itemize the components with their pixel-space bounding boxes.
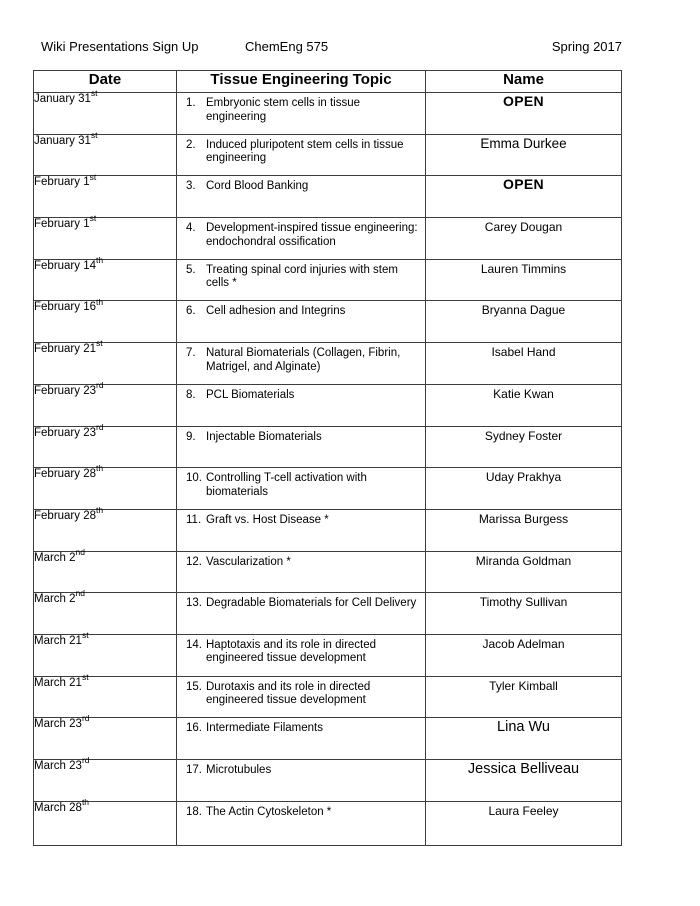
- topic-text: Injectable Biomaterials: [206, 430, 322, 443]
- topic-cell: [177, 634, 426, 676]
- date-cell: [34, 379, 177, 426]
- topic-text: Graft vs. Host Disease *: [206, 513, 329, 526]
- presenter-name: Marissa Burgess: [478, 511, 569, 526]
- table-row: [34, 301, 622, 343]
- topic-cell: [177, 760, 426, 802]
- topic-cell: [177, 718, 426, 760]
- table-row: [34, 676, 622, 718]
- date-ordinal: st: [81, 630, 89, 641]
- topic-text: Microtubules: [206, 764, 272, 776]
- name-cell: [426, 801, 622, 845]
- topic-cell: [177, 259, 426, 301]
- date-text: March 21: [34, 676, 82, 689]
- date-ordinal: st: [81, 671, 89, 682]
- date-text: February 28: [34, 509, 97, 522]
- presenter-name: Laura Feeley: [488, 803, 559, 818]
- date-cell: [34, 505, 177, 551]
- date-cell: [34, 88, 177, 135]
- date-ordinal: rd: [96, 421, 104, 432]
- presenter-name: Timothy Sullivan: [479, 595, 568, 610]
- topic-number: 17.: [186, 764, 202, 776]
- date-text: February 1: [34, 176, 90, 189]
- name-cell: [426, 426, 622, 468]
- topic-text: Cell adhesion and Integrins: [206, 305, 346, 318]
- date-text: February 16: [34, 301, 97, 314]
- table-row: [34, 134, 622, 176]
- date-text: February 14: [34, 259, 97, 272]
- presenter-name: Sydney Foster: [484, 428, 563, 443]
- topic-cell: [177, 676, 426, 718]
- date-ordinal: rd: [81, 755, 90, 766]
- date-text: January 31: [34, 93, 91, 105]
- topic-text: Durotaxis and its role in directed engineered tissue development: [206, 680, 371, 707]
- name-cell: [426, 301, 622, 343]
- date-text: March 23: [34, 718, 82, 731]
- date-ordinal: th: [96, 505, 104, 516]
- topic-text: Intermediate Filaments: [206, 722, 323, 735]
- date-ordinal: th: [96, 463, 104, 474]
- date-cell: [34, 755, 177, 802]
- topic-number: 10.: [186, 472, 202, 485]
- table-row: [34, 801, 622, 845]
- date-ordinal: nd: [75, 546, 86, 557]
- topic-text: Treating spinal cord injuries with stem cells *: [206, 263, 398, 290]
- topic-text: Degradable Biomaterials for Cell Delivery: [206, 597, 417, 610]
- name-cell: [426, 176, 622, 218]
- doc-term: Spring 2017: [551, 39, 622, 54]
- topic-number: 1.: [186, 97, 196, 109]
- date-text: March 23: [34, 760, 82, 772]
- date-cell: [34, 630, 177, 676]
- date-cell: [34, 463, 177, 510]
- date-ordinal: th: [96, 254, 104, 265]
- name-cell: [426, 551, 622, 593]
- date-text: February 23: [34, 426, 97, 439]
- topic-cell: [177, 343, 426, 385]
- table-row: [34, 384, 622, 426]
- date-cell: [34, 421, 177, 468]
- name-cell: [426, 93, 622, 135]
- date-ordinal: st: [89, 171, 97, 182]
- table-row: [34, 634, 622, 676]
- name-cell: [426, 384, 622, 426]
- table-row: [34, 551, 622, 593]
- table-row: [34, 593, 622, 635]
- table-row: [34, 426, 622, 468]
- date-text: March 28: [34, 801, 82, 814]
- topic-cell: [177, 551, 426, 593]
- topic-number: 14.: [186, 638, 202, 651]
- presenter-name: Tyler Kimball: [489, 678, 558, 693]
- name-cell: [426, 134, 622, 176]
- date-cell: [34, 129, 177, 176]
- col-header-topic: Tissue Engineering Topic: [177, 71, 426, 93]
- date-text: March 2: [34, 593, 76, 606]
- table-row: [34, 718, 622, 760]
- topic-cell: [177, 134, 426, 176]
- topic-cell: [177, 301, 426, 343]
- topic-number: 13.: [186, 597, 202, 610]
- presenter-name: Emma Durkee: [480, 135, 567, 151]
- col-header-date: Date: [34, 71, 177, 93]
- date-text: March 2: [34, 551, 76, 564]
- date-text: February 21: [34, 343, 97, 356]
- name-cell: [426, 676, 622, 718]
- topic-text: Natural Biomaterials (Collagen, Fibrin, Matrigel, and Alginate): [206, 347, 401, 373]
- topic-text: Cord Blood Banking: [206, 180, 309, 193]
- date-text: February 28: [34, 468, 97, 481]
- date-ordinal: st: [89, 213, 97, 224]
- col-header-name: Name: [426, 71, 622, 93]
- table-row: [34, 218, 622, 260]
- date-ordinal: th: [96, 296, 104, 307]
- signup-table: [33, 70, 622, 846]
- topic-cell: [177, 468, 426, 510]
- topic-number: 11.: [186, 513, 202, 526]
- topic-number: 15.: [186, 680, 202, 693]
- topic-cell: [177, 176, 426, 218]
- topic-text: The Actin Cytoskeleton *: [206, 805, 332, 818]
- topic-cell: [177, 218, 426, 260]
- presenter-name: Miranda Goldman: [475, 553, 572, 568]
- presenter-name: Carey Dougan: [484, 220, 563, 235]
- topic-number: 9.: [186, 430, 196, 443]
- date-cell: [34, 213, 177, 260]
- topic-text: Haptotaxis and its role in directed engineered tissue development: [206, 638, 377, 665]
- date-ordinal: rd: [96, 379, 104, 390]
- doc-course: ChemEng 575: [245, 39, 329, 54]
- topic-text: Controlling T-cell activation with biomaterials: [206, 472, 367, 498]
- name-cell: [426, 218, 622, 260]
- topic-cell: [177, 593, 426, 635]
- topic-text: PCL Biomaterials: [206, 388, 295, 401]
- date-cell: [34, 171, 177, 218]
- name-cell: [426, 760, 622, 802]
- doc-title: Wiki Presentations Sign Up: [41, 39, 199, 54]
- date-ordinal: th: [81, 796, 90, 807]
- date-cell: [34, 254, 177, 301]
- topic-number: 7.: [186, 347, 196, 360]
- presenter-name: Jacob Adelman: [482, 636, 565, 651]
- date-ordinal: st: [96, 338, 103, 349]
- topic-number: 18.: [186, 805, 202, 818]
- table-row: [34, 343, 622, 385]
- table-row: [34, 509, 622, 551]
- date-cell: [34, 588, 177, 635]
- name-cell: [426, 343, 622, 385]
- date-cell: [34, 713, 177, 760]
- topic-number: 12.: [186, 555, 202, 568]
- table-row: [34, 93, 622, 135]
- presenter-name: Isabel Hand: [491, 345, 556, 360]
- presenter-name: Lina Wu: [497, 719, 550, 736]
- date-cell: [34, 671, 177, 718]
- topic-text: Development-inspired tissue engineering: endochondral ossification: [206, 222, 418, 248]
- presenter-name: Lauren Timmins: [480, 261, 567, 276]
- document-header: [0, 40, 700, 56]
- topic-number: 16.: [186, 722, 202, 735]
- topic-cell: [177, 426, 426, 468]
- topic-cell: [177, 93, 426, 135]
- presenter-name: OPEN: [503, 176, 544, 193]
- topic-number: 3.: [186, 180, 196, 193]
- topic-cell: [177, 509, 426, 551]
- presenter-name: OPEN: [503, 93, 544, 109]
- date-cell: [34, 796, 177, 845]
- topic-number: 8.: [186, 388, 196, 401]
- name-cell: [426, 593, 622, 635]
- date-cell: [34, 296, 177, 343]
- name-cell: [426, 634, 622, 676]
- topic-number: 6.: [186, 305, 196, 318]
- date-text: January 31: [34, 134, 91, 147]
- date-ordinal: rd: [81, 713, 90, 724]
- date-ordinal: nd: [75, 588, 86, 599]
- date-ordinal: st: [90, 129, 98, 140]
- topic-cell: [177, 801, 426, 845]
- table-row: [34, 176, 622, 218]
- topic-number: 2.: [186, 138, 196, 151]
- topic-text: Induced pluripotent stem cells in tissue engineering: [206, 138, 404, 165]
- date-cell: [34, 338, 177, 385]
- presenter-name: Katie Kwan: [493, 386, 554, 401]
- date-text: February 23: [34, 384, 97, 397]
- table-row: [34, 259, 622, 301]
- date-text: March 21: [34, 634, 82, 647]
- name-cell: [426, 259, 622, 301]
- date-cell: [34, 546, 177, 593]
- table-row: [34, 468, 622, 510]
- topic-number: 5.: [186, 263, 196, 276]
- date-ordinal: st: [90, 88, 98, 99]
- date-text: February 1: [34, 218, 90, 231]
- name-cell: [426, 468, 622, 510]
- name-cell: [426, 509, 622, 551]
- topic-text: Vascularization *: [206, 555, 291, 568]
- table-row: [34, 760, 622, 802]
- topic-number: 4.: [186, 222, 196, 235]
- topic-cell: [177, 384, 426, 426]
- name-cell: [426, 718, 622, 760]
- presenter-name: Jessica Belliveau: [467, 761, 580, 777]
- presenter-name: Bryanna Dague: [481, 303, 566, 318]
- presenter-name: Uday Prakhya: [485, 470, 562, 485]
- topic-text: Embryonic stem cells in tissue engineering: [206, 97, 361, 123]
- table-header-row: [34, 71, 622, 93]
